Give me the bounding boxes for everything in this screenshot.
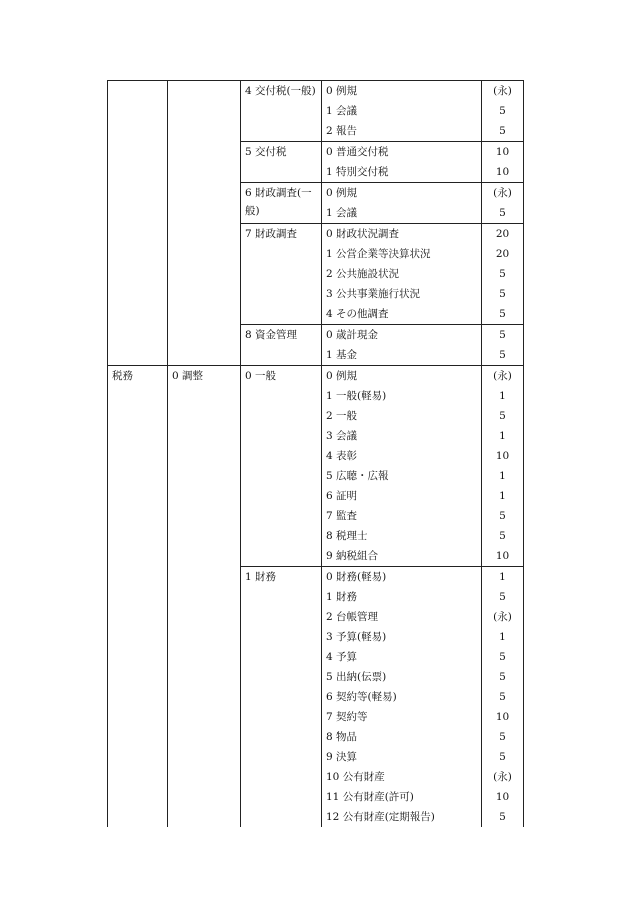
document-type-cell: 4 表彰	[322, 446, 482, 466]
document-type-cell: 8 物品	[322, 727, 482, 747]
document-type-cell: 5 広聴・広報	[322, 466, 482, 486]
retention-period-cell: 5	[482, 647, 524, 667]
retention-period-cell: 5	[482, 325, 524, 346]
retention-period-cell: (永)	[482, 183, 524, 204]
retention-period-cell: 1	[482, 567, 524, 588]
table-body	[108, 81, 524, 828]
retention-period-cell: 5	[482, 203, 524, 224]
retention-period-cell: 5	[482, 345, 524, 366]
retention-period-cell: 5	[482, 526, 524, 546]
document-type-cell: 1 特別交付税	[322, 162, 482, 183]
document-type-cell: 5 出納(伝票)	[322, 667, 482, 687]
document-type-cell: 3 予算(軽易)	[322, 627, 482, 647]
category-cell	[108, 81, 168, 366]
section-cell: 6 財政調査(一般)	[241, 183, 322, 224]
category-cell: 税務	[108, 366, 168, 828]
document-type-cell: 3 会議	[322, 426, 482, 446]
retention-period-cell: 10	[482, 446, 524, 466]
document-type-cell: 7 契約等	[322, 707, 482, 727]
document-type-cell: 1 基金	[322, 345, 482, 366]
section-cell: 4 交付税(一般)	[241, 81, 322, 142]
section-cell: 0 一般	[241, 366, 322, 567]
subcategory-cell	[168, 81, 241, 366]
document-type-cell: 12 公有財産(定期報告)	[322, 807, 482, 827]
document-type-cell: 4 予算	[322, 647, 482, 667]
retention-period-cell: 5	[482, 101, 524, 121]
retention-period-cell: 20	[482, 224, 524, 245]
document-type-cell: 1 会議	[322, 203, 482, 224]
document-type-cell: 3 公共事業施行状況	[322, 284, 482, 304]
section-cell: 8 資金管理	[241, 325, 322, 366]
document-type-cell: 11 公有財産(許可)	[322, 787, 482, 807]
document-type-cell: 2 公共施設状況	[322, 264, 482, 284]
table-row	[108, 81, 524, 102]
document-type-cell: 7 監査	[322, 506, 482, 526]
retention-period-cell: 5	[482, 807, 524, 827]
subcategory-cell: 0 調整	[168, 366, 241, 828]
retention-period-cell: 5	[482, 687, 524, 707]
retention-period-cell: 5	[482, 264, 524, 284]
document-type-cell: 2 一般	[322, 406, 482, 426]
retention-period-cell: (永)	[482, 767, 524, 787]
retention-period-cell: (永)	[482, 607, 524, 627]
retention-period-cell: 1	[482, 426, 524, 446]
retention-period-cell: 5	[482, 284, 524, 304]
document-type-cell: 9 決算	[322, 747, 482, 767]
retention-period-cell: (永)	[482, 81, 524, 102]
document-type-cell: 2 報告	[322, 121, 482, 142]
document-type-cell: 1 公営企業等決算状況	[322, 244, 482, 264]
document-type-cell: 6 証明	[322, 486, 482, 506]
retention-period-cell: 1	[482, 486, 524, 506]
document-type-cell: 1 一般(軽易)	[322, 386, 482, 406]
retention-period-cell: 10	[482, 546, 524, 567]
retention-period-cell: 1	[482, 466, 524, 486]
retention-period-cell: (永)	[482, 366, 524, 387]
document-type-cell: 0 例規	[322, 366, 482, 387]
retention-period-cell: 5	[482, 121, 524, 142]
document-type-cell: 4 その他調査	[322, 304, 482, 325]
document-type-cell: 0 財務(軽易)	[322, 567, 482, 588]
document-type-cell: 10 公有財産	[322, 767, 482, 787]
retention-period-cell: 5	[482, 747, 524, 767]
section-cell: 5 交付税	[241, 142, 322, 183]
retention-period-cell: 5	[482, 506, 524, 526]
retention-period-cell: 10	[482, 707, 524, 727]
records-retention-table	[107, 80, 524, 827]
section-cell: 7 財政調査	[241, 224, 322, 325]
retention-period-cell: 5	[482, 667, 524, 687]
retention-period-cell: 5	[482, 304, 524, 325]
retention-period-cell: 5	[482, 406, 524, 426]
document-type-cell: 8 税理士	[322, 526, 482, 546]
section-cell: 1 財務	[241, 567, 322, 828]
retention-period-cell: 1	[482, 386, 524, 406]
document-type-cell: 9 納税組合	[322, 546, 482, 567]
document-type-cell: 6 契約等(軽易)	[322, 687, 482, 707]
retention-period-cell: 10	[482, 142, 524, 163]
retention-period-cell: 1	[482, 627, 524, 647]
document-type-cell: 0 財政状況調査	[322, 224, 482, 245]
retention-period-cell: 20	[482, 244, 524, 264]
table-row	[108, 366, 524, 387]
document-type-cell: 0 例規	[322, 183, 482, 204]
retention-period-cell: 10	[482, 162, 524, 183]
retention-period-cell: 10	[482, 787, 524, 807]
document-type-cell: 2 台帳管理	[322, 607, 482, 627]
document-type-cell: 1 財務	[322, 587, 482, 607]
retention-period-cell: 5	[482, 727, 524, 747]
document-type-cell: 0 普通交付税	[322, 142, 482, 163]
document-type-cell: 0 歳計現金	[322, 325, 482, 346]
retention-period-cell: 5	[482, 587, 524, 607]
document-type-cell: 1 会議	[322, 101, 482, 121]
document-type-cell: 0 例規	[322, 81, 482, 102]
